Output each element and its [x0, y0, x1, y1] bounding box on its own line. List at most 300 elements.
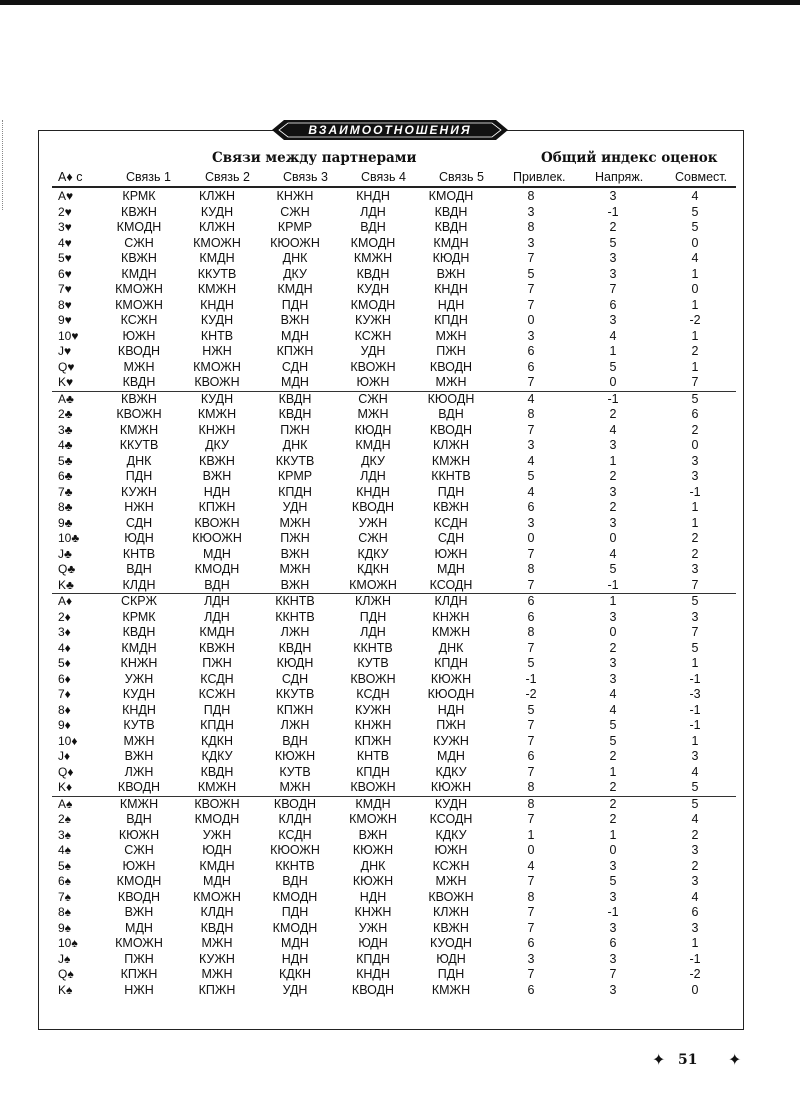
- card-cell: 2♠: [58, 812, 72, 827]
- score-cell: 3: [609, 920, 617, 935]
- card-cell: 3♠: [58, 827, 72, 842]
- link-cell: КСЖН: [120, 313, 158, 328]
- table-row: [52, 423, 736, 439]
- table-row: [52, 344, 736, 360]
- link-cell: НДН: [281, 951, 309, 966]
- link-cell: КПЖН: [354, 733, 392, 748]
- link-cell: НЖН: [124, 500, 154, 515]
- link-cell: КУЖН: [199, 951, 235, 966]
- link-cell: ЮДН: [358, 936, 388, 951]
- link-cell: КВОДН: [429, 359, 473, 374]
- link-cell: КУТВ: [357, 656, 389, 671]
- link-cell: КМЖН: [431, 453, 471, 468]
- card-cell: J♦: [58, 749, 71, 764]
- score-cell: 1: [691, 266, 699, 281]
- card-cell: 9♦: [58, 718, 71, 733]
- link-cell: КДКУ: [435, 827, 467, 842]
- link-cell: КВДН: [356, 266, 390, 281]
- card-cell: J♣: [58, 546, 72, 561]
- link-cell: КМДН: [334, 796, 412, 812]
- link-cell: КЮЖН: [352, 843, 394, 858]
- link-cell: ПЖН: [280, 531, 310, 546]
- score-cell: 3: [691, 749, 699, 764]
- link-cell: КЛДН: [200, 905, 234, 920]
- link-cell: ВДН: [126, 562, 152, 577]
- score-cell: 7: [527, 297, 535, 312]
- link-cell: КСДН: [356, 687, 390, 702]
- link-cell: КУОДН: [430, 936, 472, 951]
- link-cell: ККНТВ: [353, 640, 393, 655]
- link-cell: КВОЖН: [350, 359, 396, 374]
- link-cell: КМЖН: [197, 282, 237, 297]
- col-header-card: A♦ c: [58, 170, 83, 184]
- link-cell: КЮОЖН: [270, 235, 320, 250]
- table-row: [52, 921, 736, 937]
- group-heading-links: Связи между партнерами: [212, 150, 417, 166]
- link-cell: КНДН: [122, 702, 156, 717]
- link-cell: МЖН: [201, 936, 233, 951]
- link-cell: КЛДН: [122, 577, 156, 592]
- table-row: [52, 220, 736, 236]
- link-cell: ДНК: [126, 453, 152, 468]
- table-row: [52, 812, 736, 828]
- score-cell: 3: [527, 235, 535, 250]
- link-cell: ВЖН: [436, 266, 466, 281]
- link-cell: КПДН: [356, 951, 390, 966]
- link-cell: КМДН: [199, 251, 235, 266]
- link-cell: КМЖН: [431, 982, 471, 997]
- col-header-tension: Напряж.: [595, 170, 644, 184]
- link-cell: КРМР: [277, 469, 313, 484]
- link-cell: КВДН: [200, 764, 234, 779]
- link-cell: КРМК: [122, 609, 156, 624]
- score-cell: 3: [609, 982, 617, 997]
- score-cell: 3: [691, 609, 699, 624]
- score-cell: 2: [691, 531, 699, 546]
- score-cell: 7: [527, 546, 535, 561]
- link-cell: КНДН: [200, 297, 234, 312]
- score-cell: 1: [527, 827, 535, 842]
- score-cell: -3: [689, 687, 701, 702]
- card-cell: 4♦: [58, 640, 71, 655]
- score-cell: 2: [609, 469, 617, 484]
- table-row: [52, 313, 736, 329]
- link-cell: ПДН: [437, 967, 465, 982]
- score-cell: 5: [691, 780, 699, 795]
- link-cell: КУЖН: [433, 733, 469, 748]
- score-cell: 0: [527, 313, 535, 328]
- link-cell: КНТВ: [200, 328, 234, 343]
- card-cell: Q♦: [58, 764, 74, 779]
- link-cell: КВДН: [278, 640, 312, 655]
- link-cell: ВЖН: [280, 546, 310, 561]
- link-cell: ЮЖН: [434, 843, 468, 858]
- card-cell: 6♥: [58, 266, 72, 281]
- link-cell: МЖН: [279, 562, 311, 577]
- score-cell: 4: [609, 422, 617, 437]
- link-cell: ВЖН: [202, 469, 232, 484]
- score-cell: 1: [691, 656, 699, 671]
- link-cell: КРМР: [277, 220, 313, 235]
- score-cell: 6: [527, 936, 535, 951]
- score-cell: 0: [609, 843, 617, 858]
- score-cell: 7: [527, 577, 535, 592]
- link-cell: ККНТВ: [431, 469, 471, 484]
- card-cell: 3♥: [58, 220, 72, 235]
- score-cell: 2: [609, 640, 617, 655]
- score-cell: 4: [691, 889, 699, 904]
- card-cell: 6♦: [58, 671, 71, 686]
- link-cell: ДКУ: [205, 438, 229, 453]
- score-cell: 1: [691, 328, 699, 343]
- link-cell: КУЖН: [355, 313, 391, 328]
- score-cell: 2: [691, 422, 699, 437]
- link-cell: ВЖН: [124, 905, 154, 920]
- link-cell: ДНК: [438, 640, 464, 655]
- score-cell: 5: [527, 656, 535, 671]
- margin-marks: [2, 120, 6, 210]
- link-cell: КМОДН: [194, 562, 240, 577]
- table-row: [52, 485, 736, 501]
- card-cell: 3♣: [58, 422, 73, 437]
- link-cell: НЖН: [124, 982, 154, 997]
- score-cell: 5: [527, 702, 535, 717]
- card-cell: 10♦: [58, 733, 78, 748]
- link-cell: КНЖН: [354, 718, 392, 733]
- link-cell: КНЖН: [354, 905, 392, 920]
- col-header-attraction: Привлек.: [513, 170, 566, 184]
- table-row: [52, 531, 736, 547]
- link-cell: КЛЖН: [198, 189, 236, 204]
- table-row: [52, 578, 736, 594]
- link-cell: КВЖН: [199, 453, 235, 468]
- card-cell: 6♣: [58, 469, 73, 484]
- score-cell: 3: [609, 251, 617, 266]
- diamond-icon: ✦: [728, 1052, 742, 1069]
- score-cell: 6: [691, 905, 699, 920]
- score-cell: 3: [527, 204, 535, 219]
- card-cell: 8♠: [58, 905, 72, 920]
- link-cell: КВОДН: [256, 796, 334, 812]
- link-cell: КСОДН: [429, 577, 473, 592]
- link-cell: КДКУ: [357, 546, 389, 561]
- link-cell: ЮДН: [202, 843, 232, 858]
- table-row: [52, 936, 736, 952]
- link-cell: КНДН: [356, 484, 390, 499]
- score-cell: 3: [609, 515, 617, 530]
- table-row: [52, 780, 736, 796]
- score-cell: 3: [691, 920, 699, 935]
- table-row: [52, 282, 736, 298]
- score-cell: 3: [609, 313, 617, 328]
- table-row: [52, 189, 736, 205]
- score-cell: 4: [691, 189, 699, 204]
- link-cell: ПЖН: [124, 951, 154, 966]
- link-cell: ВДН: [126, 812, 152, 827]
- link-cell: КМДН: [121, 640, 157, 655]
- link-cell: КМЖН: [100, 796, 178, 812]
- score-cell: -1: [689, 484, 701, 499]
- card-cell: 4♠: [58, 843, 72, 858]
- section-banner: [270, 118, 510, 142]
- link-cell: КМОДН: [116, 220, 162, 235]
- score-cell: 8: [527, 407, 535, 422]
- score-cell: 3: [609, 671, 617, 686]
- score-cell: 7: [609, 282, 617, 297]
- table-row: [52, 796, 736, 812]
- table-row: [52, 251, 736, 267]
- score-cell: 2: [691, 858, 699, 873]
- table-row: [52, 625, 736, 641]
- link-cell: КСДН: [434, 515, 468, 530]
- link-cell: ЛЖН: [280, 625, 310, 640]
- link-cell: ВДН: [204, 577, 230, 592]
- score-cell: 2: [691, 344, 699, 359]
- score-cell: -2: [689, 967, 701, 982]
- link-cell: КВЖН: [433, 920, 469, 935]
- table-body: [52, 189, 736, 998]
- link-cell: КЛЖН: [334, 594, 412, 610]
- score-cell: 3: [527, 951, 535, 966]
- score-cell: 0: [691, 235, 699, 250]
- card-cell: 5♥: [58, 251, 72, 266]
- score-cell: -1: [607, 577, 619, 592]
- table-row: [52, 765, 736, 781]
- link-cell: СЖН: [358, 531, 388, 546]
- link-cell: ПДН: [359, 609, 387, 624]
- card-cell: 2♥: [58, 204, 72, 219]
- link-cell: КВЖН: [121, 204, 157, 219]
- table-row: [52, 267, 736, 283]
- relations-table: [52, 189, 736, 998]
- link-cell: ДНК: [282, 438, 308, 453]
- score-cell: 2: [609, 780, 617, 795]
- card-cell: 4♣: [58, 438, 73, 453]
- link-cell: ВДН: [438, 407, 464, 422]
- link-cell: КМОЖН: [349, 812, 397, 827]
- link-cell: КЛЖН: [198, 220, 236, 235]
- card-cell: 5♣: [58, 453, 73, 468]
- link-cell: КМОЖН: [115, 936, 163, 951]
- link-cell: УДН: [282, 500, 308, 515]
- card-cell: 8♥: [58, 297, 72, 312]
- link-cell: КВОЖН: [350, 671, 396, 686]
- table-row: [52, 594, 736, 610]
- link-cell: КВОЖН: [116, 407, 162, 422]
- score-cell: 7: [527, 422, 535, 437]
- link-cell: КМОДН: [350, 235, 396, 250]
- score-cell: -1: [607, 905, 619, 920]
- card-cell: 10♥: [58, 328, 79, 343]
- link-cell: КУЖН: [121, 484, 157, 499]
- link-cell: КЛДН: [278, 812, 312, 827]
- score-cell: 3: [609, 609, 617, 624]
- link-cell: КМОЖН: [193, 359, 241, 374]
- link-cell: ЮЖН: [122, 858, 156, 873]
- link-cell: КЮЖН: [430, 671, 472, 686]
- score-cell: 4: [609, 702, 617, 717]
- score-cell: 3: [527, 515, 535, 530]
- score-cell: 1: [691, 733, 699, 748]
- link-cell: ВЖН: [280, 577, 310, 592]
- link-cell: ККУТВ: [119, 438, 159, 453]
- link-cell: КЮОДН: [412, 391, 490, 407]
- link-cell: ПЖН: [436, 718, 466, 733]
- score-cell: 0: [609, 625, 617, 640]
- link-cell: КЮЖН: [118, 827, 160, 842]
- score-cell: 4: [609, 687, 617, 702]
- link-cell: КСЖН: [354, 328, 392, 343]
- score-cell: 3: [609, 189, 617, 204]
- table-row: [52, 749, 736, 765]
- score-cell: 3: [609, 889, 617, 904]
- score-cell: -1: [525, 671, 537, 686]
- link-cell: КУДН: [178, 391, 256, 407]
- table-row: [52, 329, 736, 345]
- card-cell: 7♦: [58, 687, 71, 702]
- card-cell: 9♥: [58, 313, 72, 328]
- table-row: [52, 375, 736, 391]
- link-cell: ЛДН: [204, 609, 230, 624]
- link-cell: КВОДН: [351, 982, 395, 997]
- table-row: [52, 391, 736, 407]
- link-cell: ЮЖН: [122, 328, 156, 343]
- link-cell: КМОЖН: [193, 235, 241, 250]
- score-cell: 7: [691, 625, 699, 640]
- score-cell: 8: [527, 889, 535, 904]
- link-cell: ЮДН: [124, 531, 154, 546]
- link-cell: КМДН: [277, 282, 313, 297]
- link-cell: КСДН: [278, 827, 312, 842]
- card-cell: 2♣: [58, 407, 73, 422]
- link-cell: КВДН: [256, 391, 334, 407]
- score-cell: 3: [609, 438, 617, 453]
- score-cell: 4: [691, 812, 699, 827]
- score-cell: 2: [691, 546, 699, 561]
- score-cell: 3: [527, 438, 535, 453]
- link-cell: НЖН: [202, 344, 232, 359]
- link-cell: НДН: [203, 484, 231, 499]
- card-cell: A♣: [52, 391, 100, 407]
- link-cell: СДН: [125, 515, 153, 530]
- link-cell: КНЖН: [276, 189, 314, 204]
- score-cell: 6: [691, 407, 699, 422]
- card-cell: J♠: [58, 951, 71, 966]
- link-cell: КМДН: [199, 625, 235, 640]
- score-cell: 6: [609, 297, 617, 312]
- table-row: [52, 610, 736, 626]
- link-cell: КПДН: [434, 656, 468, 671]
- link-cell: КЛДН: [412, 594, 490, 610]
- diamond-icon: ✦: [652, 1052, 666, 1069]
- link-cell: МЖН: [123, 733, 155, 748]
- link-cell: ПЖН: [436, 344, 466, 359]
- card-cell: 6♠: [58, 874, 72, 889]
- score-cell: -1: [607, 204, 619, 219]
- link-cell: ВЖН: [280, 313, 310, 328]
- score-cell: 3: [609, 656, 617, 671]
- score-cell: 5: [654, 796, 736, 812]
- link-cell: ПДН: [281, 905, 309, 920]
- link-cell: КВДН: [200, 920, 234, 935]
- link-cell: ЛДН: [178, 594, 256, 610]
- link-cell: КВОДН: [117, 889, 161, 904]
- card-cell: K♣: [58, 577, 74, 592]
- link-cell: КСЖН: [432, 858, 470, 873]
- score-cell: 4: [527, 453, 535, 468]
- score-cell: 7: [527, 812, 535, 827]
- score-cell: 5: [609, 562, 617, 577]
- link-cell: КВОЖН: [194, 515, 240, 530]
- score-cell: 4: [609, 328, 617, 343]
- link-cell: УЖН: [124, 671, 154, 686]
- link-cell: КМЖН: [353, 251, 393, 266]
- score-cell: 0: [691, 438, 699, 453]
- score-cell: 3: [527, 328, 535, 343]
- link-cell: КЛЖН: [432, 438, 470, 453]
- link-cell: ДКУ: [283, 266, 307, 281]
- table-row: [52, 874, 736, 890]
- card-cell: 7♥: [58, 282, 72, 297]
- score-cell: 2: [609, 500, 617, 515]
- score-cell: 7: [609, 967, 617, 982]
- score-cell: 7: [527, 967, 535, 982]
- card-cell: Q♥: [58, 359, 75, 374]
- link-cell: НДН: [437, 297, 465, 312]
- link-cell: ККУТВ: [275, 453, 315, 468]
- link-cell: ПДН: [281, 297, 309, 312]
- score-cell: 7: [691, 375, 699, 390]
- link-cell: КДКН: [356, 562, 390, 577]
- link-cell: КВЖН: [121, 251, 157, 266]
- table-row: [52, 516, 736, 532]
- link-cell: КВОЖН: [194, 375, 240, 390]
- link-cell: ККНТВ: [275, 609, 315, 624]
- link-cell: МДН: [437, 749, 465, 764]
- score-cell: 3: [691, 469, 699, 484]
- link-cell: КЮДН: [276, 656, 314, 671]
- score-cell: -1: [689, 718, 701, 733]
- table-row: [52, 967, 736, 983]
- link-cell: КПЖН: [198, 500, 236, 515]
- link-cell: НДН: [437, 702, 465, 717]
- link-cell: КУДН: [356, 282, 390, 297]
- table-row: [52, 641, 736, 657]
- score-cell: 8: [527, 220, 535, 235]
- link-cell: КВОДН: [117, 344, 161, 359]
- score-cell: 5: [609, 359, 617, 374]
- table-row: [52, 205, 736, 221]
- link-cell: МЖН: [435, 375, 467, 390]
- table-row: [52, 672, 736, 688]
- col-header-compatibility: Совмест.: [675, 170, 728, 184]
- card-cell: 7♠: [58, 889, 72, 904]
- link-cell: КДКН: [278, 967, 312, 982]
- page-number: 51: [678, 1052, 698, 1068]
- link-cell: КНТВ: [122, 546, 156, 561]
- link-cell: КПДН: [356, 764, 390, 779]
- link-cell: КВОДН: [117, 780, 161, 795]
- link-cell: ДНК: [282, 251, 308, 266]
- score-cell: -1: [689, 671, 701, 686]
- link-cell: КЮОДН: [427, 687, 475, 702]
- score-cell: 3: [691, 453, 699, 468]
- link-cell: ПЖН: [280, 422, 310, 437]
- score-cell: 7: [527, 718, 535, 733]
- score-cell: 7: [527, 920, 535, 935]
- score-cell: 1: [691, 500, 699, 515]
- link-cell: УДН: [282, 982, 308, 997]
